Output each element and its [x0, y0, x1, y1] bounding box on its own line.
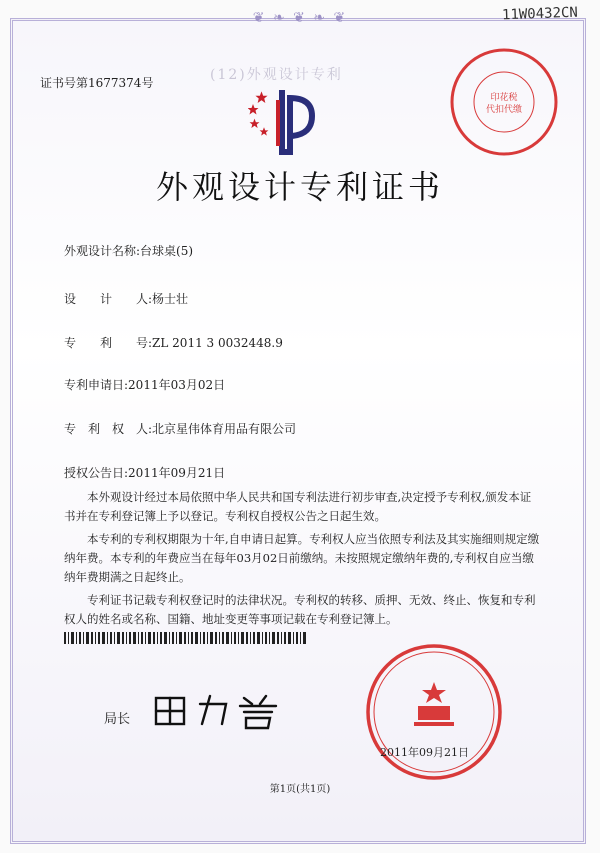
body-paragraph: 专利证书记载专利权登记时的法律状况。专利权的转移、质押、无效、终止、恢复和专利权人的姓名或名称、国籍、地址变更等事项记载在专利登记簿上。: [64, 593, 536, 626]
field-design-name: [64, 242, 193, 259]
faded-header-text: (12)外观设计专利: [210, 67, 343, 83]
tax-stamp: [448, 46, 560, 158]
seal-date: 2011年09月21日: [380, 746, 469, 759]
field-filing-date: [64, 376, 225, 393]
field-value: ZL 2011 3 0032448.9: [152, 336, 283, 350]
body-paragraph: 本专利的专利权期限为十年,自申请日起算。专利权人应当依照专利法及其实施细则规定缴纳年费。本专利的年费应当在每年03月02日前缴纳。未按照规定缴纳年费的,专利权自应当缴纳年费期满之日起终止。: [64, 532, 540, 584]
certificate-body: [64, 488, 542, 633]
handwritten-note: 11W0432CN: [501, 4, 579, 24]
field-label: 授权公告日:: [64, 466, 129, 480]
field-designer: [64, 290, 188, 307]
page-footer: 第1页(共1页): [269, 784, 331, 795]
sipo-logo-icon: [248, 80, 328, 160]
field-patent-number: [64, 334, 283, 351]
field-value: 北京星伟体育用品有限公司: [152, 422, 297, 436]
field-value: 台球桌(5): [140, 244, 194, 258]
svg-text:印花税: 印花税: [490, 93, 518, 103]
official-seal: [364, 642, 504, 782]
body-paragraph: 本外观设计经过本局依照中华人民共和国专利法进行初步审查,决定授予专利权,颁发本证书并在专利登记簿上予以登记。专利权自授权公告之日起生效。: [64, 490, 532, 523]
field-label: 外观设计名称:: [64, 244, 141, 258]
director-label: 局长: [104, 712, 131, 727]
certificate-title: 外观设计专利证书: [155, 168, 444, 206]
field-label: 设 计 人:: [64, 292, 153, 306]
field-value: 2011年09月21日: [128, 466, 226, 480]
barcode: [64, 632, 308, 644]
top-ornament: ❦ ❧ ❦ ❧ ❦: [252, 10, 348, 26]
field-patentee: [64, 420, 296, 437]
svg-text:代扣代缴: 代扣代缴: [485, 105, 523, 115]
field-label: 专 利 号:: [64, 336, 153, 350]
field-label: 专 利 权 人:: [64, 422, 153, 436]
field-value: 2011年03月02日: [128, 378, 226, 392]
field-grant-date: [64, 464, 225, 481]
field-label: 专利申请日:: [64, 378, 129, 392]
director-signature: [148, 690, 298, 730]
field-value: 杨士壮: [152, 292, 189, 306]
certificate-number: 证书号第1677374号: [40, 76, 154, 90]
